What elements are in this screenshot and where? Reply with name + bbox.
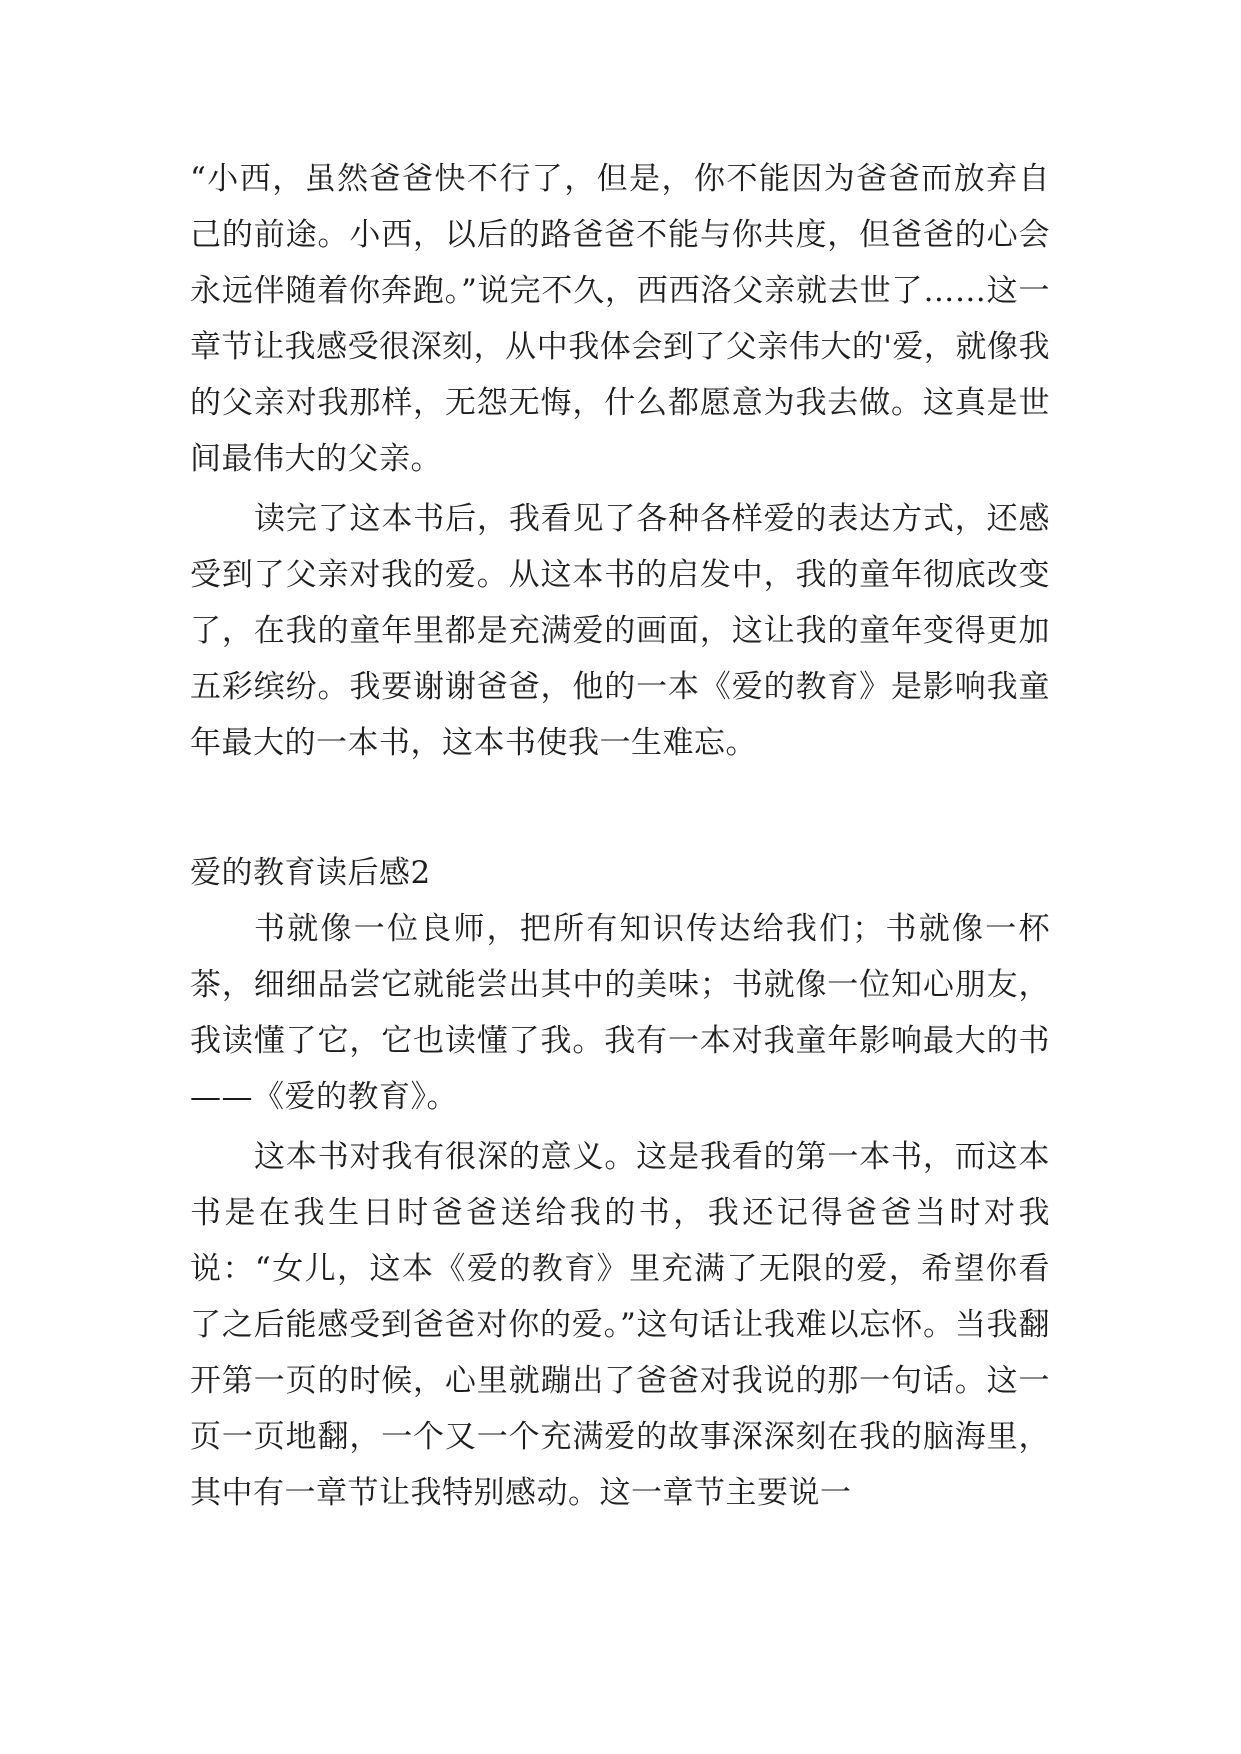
paragraph-books-like: 书就像一位良师，把所有知识传达给我们；书就像一杯茶，细细品尝它就能尝出其中的美味；书就像一位知心朋友，我读懂了它，它也读懂了我。我有一本对我童年影响最大的书——《爱的教育》。: [190, 911, 1050, 1115]
section-title: 爱的教育读后感2: [190, 855, 431, 891]
document-body: [190, 151, 1050, 1521]
paragraph-after-reading: 读完了这本书后，我看见了各种各样爱的表达方式，还感受到了父亲对我的爱。从这本书的启发中，我的童年彻底改变了，在我的童年里都是充满爱的画面，这让我的童年变得更加五彩缤纷。我要谢谢爸爸，他的一本《爱的教育》是影响我童年最大的一本书，这本书使我一生难忘。: [190, 501, 1050, 761]
paragraph-book-meaning: 这本书对我有很深的意义。这是我看的第一本书，而这本书是在我生日时爸爸送给我的书，我还记得爸爸当时对我说：“女儿，这本《爱的教育》里充满了无限的爱，希望你看了之后能感受到爸爸对你的爱。”这句话让我难以忘怀。当我翻开第一页的时候，心里就蹦出了爸爸对我说的那一句话。这一页一页地翻，一个又一个充满爱的故事深深刻在我的脑海里，其中有一章节让我特别感动。这一章节主要说一: [190, 1139, 1050, 1511]
paragraph-father-words: “小西，虽然爸爸快不行了，但是，你不能因为爸爸而放弃自己的前途。小西，以后的路爸爸不能与你共度，但爸爸的心会永远伴随着你奔跑。”说完不久，西西洛父亲就去世了……这一章节让我感受很深刻，从中我体会到了父亲伟大的'爱，就像我的父亲对我那样，无怨无悔，什么都愿意为我去做。这真是世间最伟大的父亲。: [190, 161, 1050, 477]
